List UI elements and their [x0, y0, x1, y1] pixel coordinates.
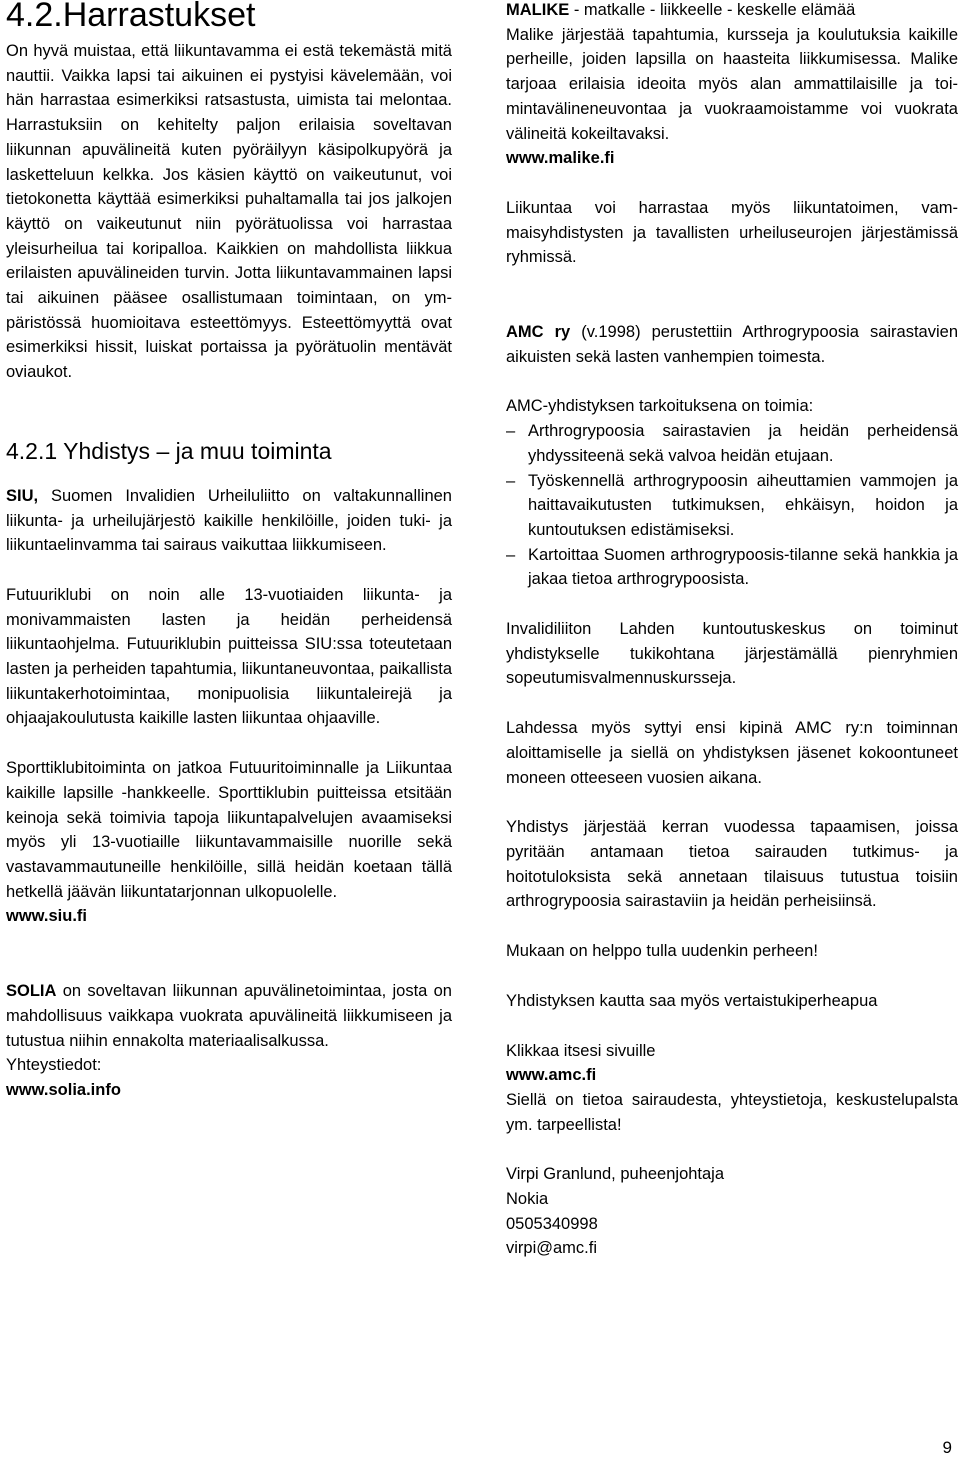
- amc-site-paragraph: Siellä on tietoa sairaudesta, yhteystietoja, keskustelupalsta ym. tarpeellista!: [506, 1090, 958, 1134]
- peer-paragraph: Yhdistyksen kautta saa myös vertaistukiperheapua: [506, 991, 878, 1010]
- contact-email[interactable]: virpi@amc.fi: [506, 1239, 598, 1258]
- spark-paragraph: Lahdessa myös syttyi ensi kipinä AMC ry:n toiminnan aloittamiselle ja siellä on yhdistyksen jäsenet kokoontuneet moneen otteeseen vuosien aikana.: [506, 719, 958, 787]
- solia-url-link[interactable]: www.solia.info: [6, 1080, 121, 1099]
- contact-phone: 0505340998: [506, 1214, 598, 1233]
- page-number: 9: [942, 1438, 952, 1457]
- siu-url[interactable]: [6, 904, 452, 929]
- solia-text: on soveltavan liikunnan apuvälinetoimintaa, josta on mahdollisuus vaikkapa vuokrata apuvälineitä liikkumiseen ja tutustua niihin ennakolta materiaalisalkussa.: [6, 982, 452, 1050]
- malike-heading: [506, 0, 958, 23]
- join-paragraph: Mukaan on helppo tulla uudenkin perheen!: [506, 942, 818, 961]
- list-item: – Työskennellä arthrogrypoosin aiheuttamien vammojen ja haittavaikutusten tutkimuksen, ehkäisyn, hoidon ja kuntoutuksen edistämiseksi.: [506, 469, 958, 543]
- amc-paragraph: [506, 320, 958, 369]
- intro-paragraph: On hyvä muistaa, että liikuntavamma ei estä tekemästä mitä nauttii. Vaikka lapsi tai aikuinen ei pystyisi kävelemään, voi hän harrastaa esimerkiksi ratsastusta, uimista tai melontaa. Harrastuksiin on kehitelty paljon erilaisia soveltavan liikunnan apuvälineitä kuten pyöräilyyn käsipolkupyörä ja lasketteluun kelkka. Jos käsien käyttö on vaikeutunut, voi tietokonetta käyttää esimerkiksi puhaltamalla tai jos jalkojen käyttö on vaikeutunut niin pyörätuolissa voi harrastaa yleisurheilua tai koripalloa. Kaikkien on mahdollista liikkua erilaisten apuvälineiden turvin. Jotta liikuntavammainen lapsi tai aikuinen pääsee osallistumaan toimintaan, on ympäristössä huomioitava esteettömyys. Esteettömyyttä ovat esimerkiksi hissit, luiskat portaissa ja pyörätuolin mentävät oviaukot.: [6, 42, 452, 382]
- amc-url[interactable]: [506, 1063, 958, 1088]
- amc-intro: (v.1998) perustettiin Arthrogrypoosia sairastavien aikuisten sekä lasten vanhempien toimesta.: [506, 323, 958, 366]
- malike-name: MALIKE: [506, 1, 570, 19]
- malike-url-link[interactable]: www.malike.fi: [506, 149, 615, 168]
- sportti-paragraph: Sporttiklubitoiminta on jatkoa Futuuritoiminnalle ja Liikuntaa kaikille lapsille -hankkeelle. Sporttiklubin puitteissa etsitään keinoja sekä toimivia tapoja liikuntapalvelujen avaamiseksi myös yli 13-vuotiaille liikuntavammaisille nuorille sekä vastavammautuneille henkilöille, sillä heidän koetaan tällä hetkellä jäävän liikuntatarjonnan ulkopuolelle.: [6, 759, 452, 901]
- malike-paragraph: Malike järjestää tapahtumia, kursseja ja koulutuksia kaikille perheille, joiden lapsilla on haasteita liikkumisessa. Malike tarjoaa erilaisia ideoita myös alan ammattilaisille ja toimintavälineneuvontaa ja vuokraamoistamme voi vuokrata välineitä kokeiltavaksi.: [506, 25, 958, 143]
- amc-purpose-lead: AMC-yhdistyksen tarkoituksena on toimia:: [506, 397, 814, 416]
- siu-url-link[interactable]: www.siu.fi: [6, 907, 87, 926]
- dash-icon: –: [506, 471, 516, 490]
- list-item: – Kartoittaa Suomen arthrogrypoosis-tilanne sekä hankkia ja jakaa tietoa arthrogrypoosista.: [506, 543, 958, 592]
- amc-name: AMC ry: [506, 323, 571, 342]
- futuuri-paragraph: Futuuriklubi on noin alle 13-vuotiaiden liikunta- ja monivammaisten lasten ja heidän perheidensä liikuntaohjelma. Futuuriklubin puitteissa SIU:ssa toteutetaan lasten ja perheiden tapahtumia, liikuntaneuvontaa, paikallista liikuntakerhotoimintaa, monipuolisia liikuntaleirejä ja ohjaajakoulutusta kaikille lasten liikuntaa ohjaaville.: [6, 585, 452, 728]
- lahti-paragraph: Invalidiliiton Lahden kuntoutuskeskus on toiminut yhdistykselle tukikohtana järjestämällä pienryhmien sopeutumisvalmennuskursseja.: [506, 620, 958, 688]
- siu-name: SIU,: [6, 486, 39, 505]
- section-title: 4.2.Harrastukset: [6, 0, 256, 34]
- amc-purpose-list: [506, 419, 958, 592]
- list-item: – Arthrogrypoosia sairastavien ja heidän perheidensä yhdyssiteenä sekä valvoa heidän etujaan.: [506, 419, 958, 468]
- amc-url-link[interactable]: www.amc.fi: [506, 1066, 597, 1085]
- siu-paragraph: [6, 484, 452, 558]
- right-column: [506, 0, 958, 1261]
- subsection-title: 4.2.1 Yhdistys – ja muu toiminta: [6, 437, 332, 464]
- malike-tagline: - matkalle - liikkeelle - keskelle elämää: [569, 1, 856, 19]
- solia-contact-label: Yhteystiedot:: [6, 1056, 102, 1075]
- annual-paragraph: Yhdistys järjestää kerran vuodessa tapaamisen, joissa pyritään antamaan tietoa sairauden tutkimus- ja hoitotuloksista sekä annetaan tilaisuus tutustua toisiin arthrogrypoosia sairastaviin ja heidän perheisiinsä.: [506, 818, 958, 911]
- contact-name: Virpi Granlund, puheenjohtaja: [506, 1165, 725, 1184]
- solia-url[interactable]: [6, 1078, 452, 1103]
- dash-icon: –: [506, 422, 516, 441]
- malike-url[interactable]: [506, 146, 958, 171]
- click-lead: Klikkaa itsesi sivuille: [506, 1041, 656, 1060]
- dash-icon: –: [506, 545, 516, 564]
- left-column: [6, 0, 452, 1103]
- siu-text: Suomen Invalidien Urheiluliitto on valtakunnallinen liikunta- ja urheilujärjestö kaikille henkilöille, joiden tuki- ja liikuntaelinvamma tai sairaus vaikuttaa liikkumiseen.: [6, 486, 452, 555]
- solia-paragraph: [6, 979, 452, 1053]
- contact-city: Nokia: [506, 1190, 549, 1209]
- solia-name: SOLIA: [6, 982, 57, 1001]
- liikuntatoimi-paragraph: Liikuntaa voi harrastaa myös liikuntatoimen, vammaisyhdistysten ja tavallisten urheiluseurojen järjestämissä ryhmissä.: [506, 198, 958, 267]
